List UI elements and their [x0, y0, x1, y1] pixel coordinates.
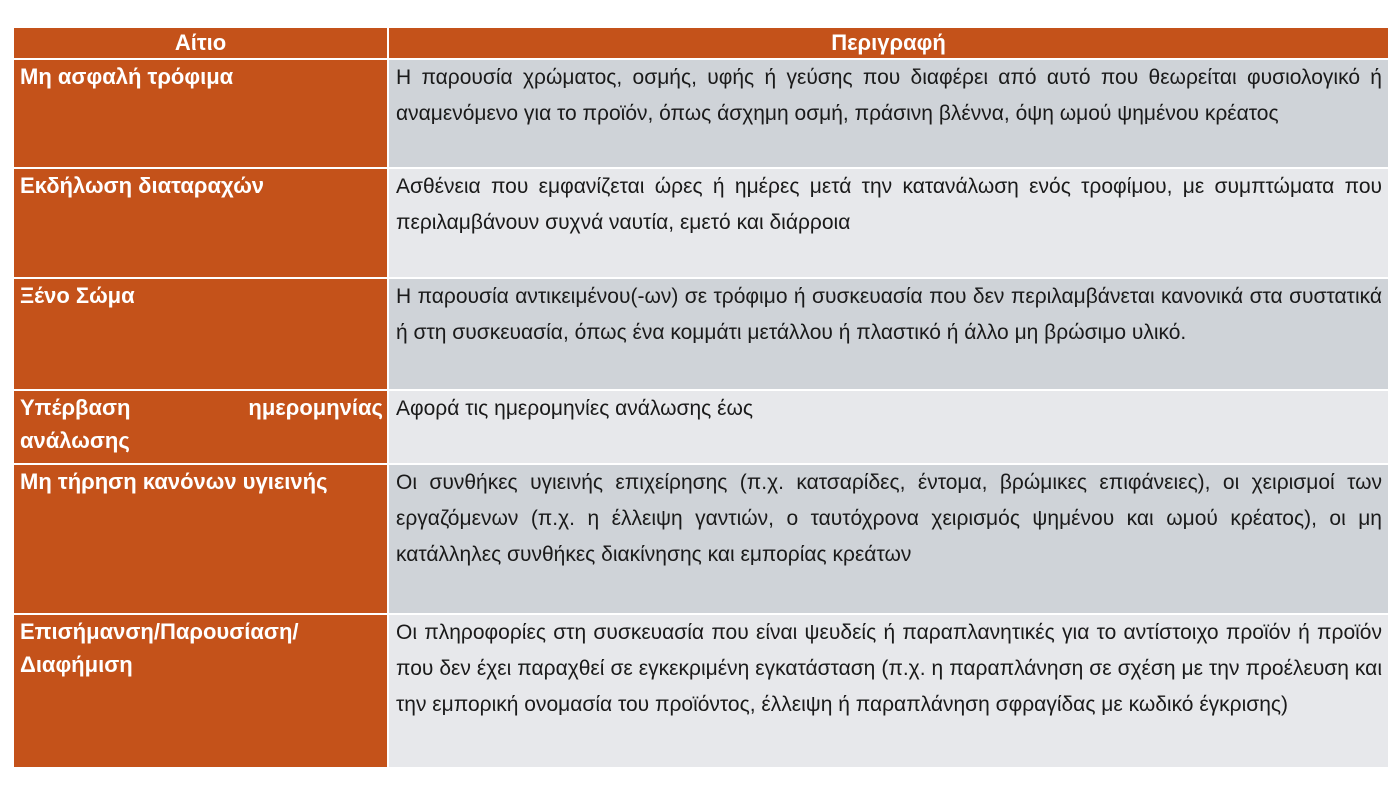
description-cell: Οι συνθήκες υγιεινής επιχείρησης (π.χ. κατσαρίδες, έντομα, βρώμικες επιφάνειες), οι χειρισμοί των εργαζόμενων (π.χ. η έλλειψη γαντιών, ο ταυτόχρονα χειρισμός ψημένου και ωμού κρέατος), οι μη κατάλληλες συνθήκες διακίνησης και εμπορίας κρεάτων: [388, 464, 1388, 614]
description-cell: Η παρουσία χρώματος, οσμής, υφής ή γεύσης που διαφέρει από αυτό που θεωρείται φυσιολογικό ή αναμενόμενο για το προϊόν, όπως άσχημη οσμή, πράσινη βλέννα, όψη ωμού ψημένου κρέατος: [388, 59, 1388, 168]
table-row: [14, 390, 1388, 464]
cause-cell: Επισήμανση/Παρουσίαση/Διαφήμιση: [14, 614, 388, 768]
description-cell: Οι πληροφορίες στη συσκευασία που είναι ψευδείς ή παραπλανητικές για το αντίστοιχο προϊόν ή προϊόν που δεν έχει παραχθεί σε εγκεκριμένη εγκατάσταση (π.χ. η παραπλάνηση σε σχέση με την προέλευση και την εμπορική ονομασία του προϊόντος, έλλειψη ή παραπλάνηση σφραγίδας με κωδικό έγκρισης): [388, 614, 1388, 768]
description-cell: Ασθένεια που εμφανίζεται ώρες ή ημέρες μετά την κατανάλωση ενός τροφίμου, με συμπτώματα που περιλαμβάνουν συχνά ναυτία, εμετό και διάρροια: [388, 168, 1388, 278]
description-cell: Αφορά τις ημερομηνίες ανάλωσης έως: [388, 390, 1388, 464]
causes-table: [14, 28, 1388, 769]
cause-cell: Ξένο Σώμα: [14, 278, 388, 390]
description-cell: Η παρουσία αντικειμένου(-ων) σε τρόφιμο ή συσκευασία που δεν περιλαμβάνεται κανονικά στα συστατικά ή στη συσκευασία, όπως ένα κομμάτι μετάλλου ή πλαστικό ή άλλο μη βρώσιμο υλικό.: [388, 278, 1388, 390]
table-row: [14, 614, 1388, 768]
header-description: Περιγραφή: [388, 28, 1388, 59]
table-row: [14, 278, 1388, 390]
cause-cell: Υπέρβαση ημερομηνίας ανάλωσης: [14, 390, 388, 464]
table-row: [14, 464, 1388, 614]
header-row: [14, 28, 1388, 59]
cause-cell: Μη ασφαλή τρόφιμα: [14, 59, 388, 168]
header-cause: Αίτιο: [14, 28, 388, 59]
cause-cell: Μη τήρηση κανόνων υγιεινής: [14, 464, 388, 614]
table-row: [14, 59, 1388, 168]
table-row: [14, 168, 1388, 278]
cause-cell: Εκδήλωση διαταραχών: [14, 168, 388, 278]
